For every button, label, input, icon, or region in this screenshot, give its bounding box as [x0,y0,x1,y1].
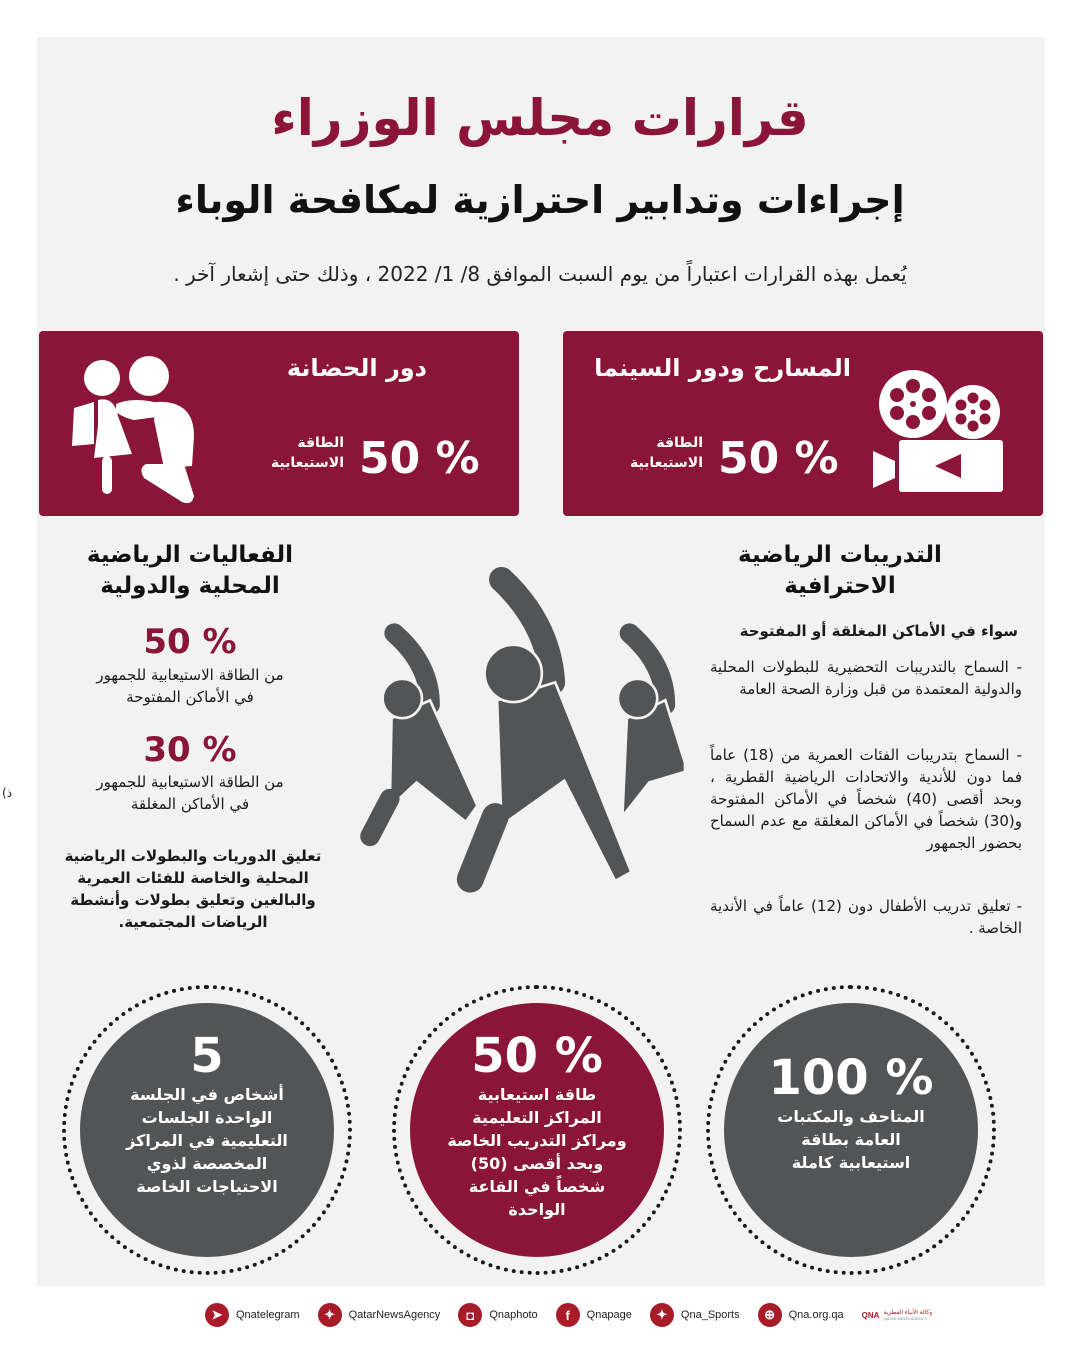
card-title: دور الحضانة [286,354,427,382]
qna-logo-text [883,1309,932,1321]
capacity-value: 50 % [359,433,480,484]
telegram-icon: ➤ [205,1303,229,1327]
circle-line: المراكز التعليمية [472,1108,602,1127]
training-item: - السماح بالتدريبات التحضيرية للبطولات المحلية والدولية المعتمدة من قبل وزارة الصحة العامة [710,658,1022,698]
film-camera-icon [873,366,1013,496]
caption-line: الطاقة [656,435,703,451]
twitter-icon: ✦ [650,1303,674,1327]
circle-line: وبحد أقصى (50) [470,1154,604,1173]
circle-line: العامة بطاقة [801,1130,901,1149]
exercising-people-icon [345,555,685,935]
circle-line: المتاحف والمكتبات [777,1107,925,1126]
circle-value: 50 % [471,1028,603,1084]
circle-line: الواحدة [508,1200,566,1219]
social-footer [205,1300,932,1330]
social-label: Qnatelegram [236,1309,300,1321]
qna-logo-mark: QNA [861,1310,880,1320]
social-twitter-qna[interactable] [318,1303,441,1327]
circle-line: ومراكز التدريب الخاصة [447,1131,627,1150]
social-website[interactable] [758,1303,844,1327]
circle-museums [706,985,996,1275]
training-title [700,540,980,602]
social-label: Qnaphoto [489,1309,538,1321]
circle-line: الواحدة الجلسات [141,1108,273,1127]
circle-line: أشخاص في الجلسة [130,1085,284,1104]
circle-line: استيعابية كاملة [791,1153,911,1172]
logo-arabic: وكالة الأنباء القطرية [883,1310,933,1316]
circle-fill [80,1003,334,1257]
card-caption [603,433,703,473]
social-label: QatarNewsAgency [348,1309,441,1321]
circle-value: 100 % [768,1050,934,1106]
intro-text: يُعمل بهذه القرارات اعتباراً من يوم السبت الموافق 8/ 1/ 2022 ، وذلك حتى إشعار آخر . [173,262,907,286]
stat-caption-line: من الطاقة الاستيعابية للجمهور [96,773,284,791]
circle-line: الاحتياجات الخاصة [136,1177,278,1196]
children-icon [54,356,204,506]
card-value [359,434,480,484]
stat-caption-line: من الطاقة الاستيعابية للجمهور [96,666,284,684]
training-subheading: سواء في الأماكن المغلقة أو المفتوحة [739,622,1018,640]
edge-fragment: (ذ [2,786,13,800]
events-title-line: المحلية والدولية [100,573,280,599]
training-title-line: الاحترافية [784,573,896,599]
instagram-icon: ◘ [458,1303,482,1327]
social-label: Qnapage [586,1309,632,1321]
card-value [718,434,839,484]
events-title [50,540,330,602]
card-nurseries [39,331,519,516]
qna-logo [862,1309,933,1321]
circle-line: طاقة استيعابية [477,1085,597,1104]
circle-line: التعليمية في المراكز [126,1131,288,1150]
circle-fill [410,1003,664,1257]
page-title: قرارات مجلس الوزراء [271,89,809,147]
circle-text [126,1083,288,1198]
social-label: Qna.org.qa [788,1309,844,1321]
card-caption [244,433,344,473]
twitter-icon: ✦ [318,1303,342,1327]
caption-line: الاستيعابية [270,455,344,471]
globe-icon: ⊕ [758,1303,782,1327]
card-title: المسارح ودور السينما [594,354,851,382]
page-subtitle: إجراءات وتدابير احترازية لمكافحة الوباء [175,178,905,222]
events-note: تعليق الدوريات والبطولات الرياضية المحلية والخاصة للفئات العمرية والبالغين وتعليق بطولات وأنشطة الرياضات المجتمعية. [64,847,322,931]
circle-fill [724,1003,978,1257]
circle-education-centers [392,985,682,1275]
social-instagram[interactable] [458,1303,537,1327]
capacity-value: 50 % [718,433,839,484]
caption-line: الطاقة [297,435,344,451]
logo-english: QATAR NEWS AGENCY [883,1316,928,1321]
card-theaters-cinemas [563,331,1043,516]
circle-line: المخصصة لذوي [146,1154,268,1173]
stat-caption-closed [50,771,330,815]
social-label: Qna_Sports [680,1309,740,1321]
events-title-line: الفعاليات الرياضية [86,542,294,568]
stat-caption-open [50,664,330,708]
circle-text [777,1105,925,1174]
caption-line: الاستيعابية [629,455,703,471]
stat-caption-line: في الأماكن المفتوحة [126,688,254,706]
circle-line: شخصاً في القاعة [468,1177,606,1196]
stat-value-open: 50 % [143,622,237,662]
stat-value-closed: 30 % [143,730,237,770]
social-facebook[interactable] [556,1303,632,1327]
circle-value: 5 [190,1028,224,1084]
social-twitter-sports[interactable] [650,1303,740,1327]
stat-caption-line: في الأماكن المغلقة [130,795,250,813]
training-item: - تعليق تدريب الأطفال دون (12) عاماً في الأندية الخاصة . [710,897,1022,937]
training-title-line: التدريبات الرياضية [738,542,942,568]
circle-special-needs [62,985,352,1275]
social-telegram[interactable] [205,1303,300,1327]
facebook-icon: f [556,1303,580,1327]
training-item: - السماح بتدريبات الفئات العمرية من (18) عاماً فما دون للأندية والاتحادات الرياضية القطرية ، وبحد أقصى (40) شخصاً في الأماكن المفتوحة و(30) شخصاً في الأماكن المغلقة مع عدم السماح بحضور الجمهور [710,746,1023,852]
circle-text [447,1083,626,1221]
